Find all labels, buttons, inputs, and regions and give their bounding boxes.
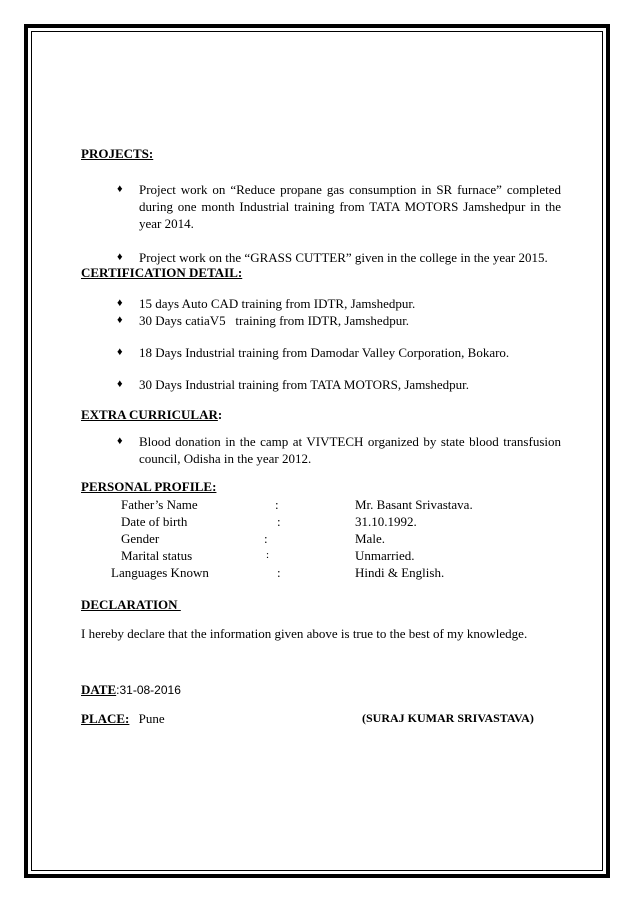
date-line <box>81 681 561 699</box>
signature-name: (SURAJ KUMAR SRIVASTAVA) <box>362 711 534 725</box>
profile-row-father: Father’s Name : Mr. Basant Srivastava. <box>121 497 473 512</box>
date-label: DATE <box>81 682 117 697</box>
declaration-heading: DECLARATION <box>81 597 181 612</box>
personal-profile-section <box>81 478 561 581</box>
diamond-bullet-icon: ♦ <box>117 314 123 326</box>
list-item: ♦ Project work on “Reduce propane gas consumption in SR furnace” completed during one month Industrial training from TATA MOTORS Jamshedpur in the year 2014. <box>117 182 561 231</box>
place-label: PLACE: <box>81 711 130 726</box>
place-line <box>81 710 561 727</box>
list-item: ♦ 30 Days catiaV5 training from IDTR, Jamshedpur. <box>117 313 410 328</box>
personal-profile-heading: PERSONAL PROFILE: <box>81 479 217 494</box>
diamond-bullet-icon: ♦ <box>117 251 123 263</box>
date-value: :31-08-2016 <box>116 683 181 697</box>
list-item: ♦ Project work on the “GRASS CUTTER” given in the college in the year 2015. <box>117 250 548 265</box>
list-item: ♦ 18 Days Industrial training from Damodar Valley Corporation, Bokaro. <box>117 345 510 360</box>
profile-row-dob: Date of birth : 31.10.1992. <box>121 514 417 529</box>
projects-list <box>81 181 561 266</box>
diamond-bullet-icon: ♦ <box>117 435 123 447</box>
profile-row-languages: Languages Known : Hindi & English. <box>111 565 445 580</box>
projects-heading: PROJECTS: <box>81 146 154 161</box>
extra-curricular-list <box>81 433 561 467</box>
extra-curricular-heading: EXTRA CURRICULAR: <box>81 407 223 422</box>
diamond-bullet-icon: ♦ <box>117 183 123 195</box>
place-value: Pune <box>138 711 165 726</box>
certification-list <box>81 295 561 393</box>
list-item: ♦ 15 days Auto CAD training from IDTR, Jamshedpur. <box>117 296 416 311</box>
certification-heading: CERTIFICATION DETAIL: <box>81 265 243 280</box>
projects-section <box>81 145 561 266</box>
personal-profile-table <box>81 496 561 581</box>
diamond-bullet-icon: ♦ <box>117 346 123 358</box>
list-item: ♦ 30 Days Industrial training from TATA MOTORS, Jamshedpur. <box>117 377 470 392</box>
list-item: ♦ Blood donation in the camp at VIVTECH organized by state blood transfusion council, Odisha in the year 2012. <box>117 434 561 466</box>
declaration-text: I hereby declare that the information given above is true to the best of my knowledge. <box>81 626 528 641</box>
profile-row-marital: Marital status : Unmarried. <box>121 548 415 563</box>
profile-row-gender: Gender : Male. <box>121 531 385 546</box>
diamond-bullet-icon: ♦ <box>117 297 123 309</box>
certification-section <box>81 264 561 393</box>
declaration-section <box>81 596 561 642</box>
extra-curricular-section <box>81 406 561 467</box>
diamond-bullet-icon: ♦ <box>117 378 123 390</box>
